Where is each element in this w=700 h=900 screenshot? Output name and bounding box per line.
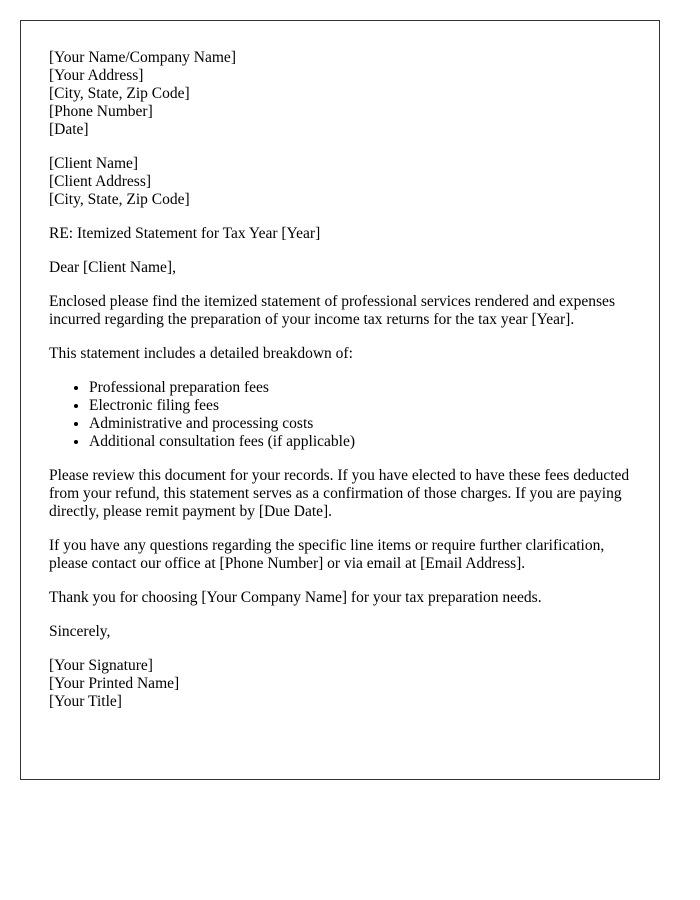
list-item: • Electronic filing fees bbox=[89, 397, 631, 415]
questions-paragraph: If you have any questions regarding the specific line items or require further clarification, please contact our office at [Phone Number] or via email at [Email Address]. bbox=[49, 537, 605, 572]
sender-name: [Your Name/Company Name] bbox=[49, 49, 236, 66]
recipient-block bbox=[49, 155, 631, 209]
printed-name: [Your Printed Name] bbox=[49, 675, 180, 692]
signer-title: [Your Title] bbox=[49, 693, 122, 710]
recipient-name: [Client Name] bbox=[49, 155, 139, 172]
sender-city: [City, State, Zip Code] bbox=[49, 85, 190, 102]
subject-line: RE: Itemized Statement for Tax Year [Year] bbox=[49, 225, 321, 242]
sender-block bbox=[49, 49, 631, 139]
letter-page bbox=[20, 20, 660, 780]
signature-block bbox=[49, 657, 631, 711]
closing: Sincerely, bbox=[49, 623, 111, 640]
list-item: • Additional consultation fees (if applicable) bbox=[89, 433, 631, 451]
sender-address: [Your Address] bbox=[49, 67, 144, 84]
letter-date: [Date] bbox=[49, 121, 89, 138]
list-item: • Professional preparation fees bbox=[89, 379, 631, 397]
signature: [Your Signature] bbox=[49, 657, 153, 674]
recipient-address: [Client Address] bbox=[49, 173, 152, 190]
breakdown-list bbox=[49, 379, 631, 451]
recipient-city: [City, State, Zip Code] bbox=[49, 191, 190, 208]
list-item: • Administrative and processing costs bbox=[89, 415, 631, 433]
intro-paragraph: Enclosed please find the itemized statement of professional services rendered and expenses incurred regarding the preparation of your income tax returns for the tax year [Year]. bbox=[49, 293, 615, 328]
thanks-paragraph: Thank you for choosing [Your Company Name] for your tax preparation needs. bbox=[49, 589, 542, 606]
salutation: Dear [Client Name], bbox=[49, 259, 176, 276]
review-paragraph: Please review this document for your records. If you have elected to have these fees deducted from your refund, this statement serves as a confirmation of those charges. If you are paying directly, please remit payment by [Due Date]. bbox=[49, 467, 630, 520]
sender-phone: [Phone Number] bbox=[49, 103, 153, 120]
breakdown-lead: This statement includes a detailed breakdown of: bbox=[49, 345, 353, 362]
